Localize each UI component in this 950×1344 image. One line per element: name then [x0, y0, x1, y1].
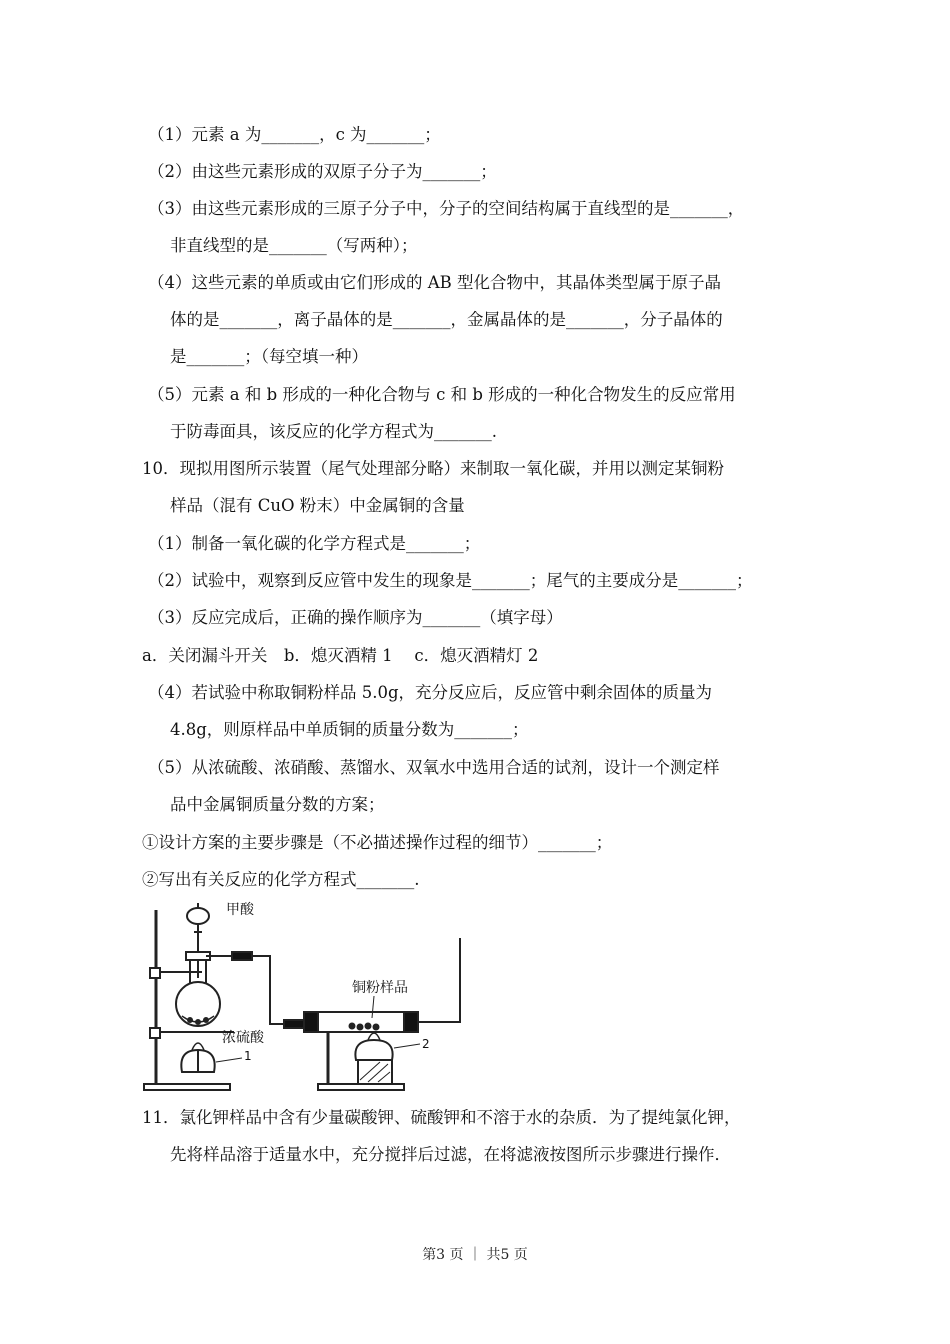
rubber-joint-2 [284, 1020, 304, 1028]
q9-part4-line3: 是_______；（每空填一种） [170, 347, 368, 366]
page-footer: 第3 页 ｜ 共5 页 [422, 1247, 528, 1263]
q10-part5-line2: 品中金属铜质量分数的方案； [170, 795, 385, 814]
q10-step2: ②写出有关反应的化学方程式_______. [142, 870, 420, 889]
q10-part3: （3）反应完成后，正确的操作顺序为_______（填字母） [148, 608, 563, 627]
q10-stem-line1: 10．现拟用图所示装置（尾气处理部分略）来制取一氧化碳，并用以测定某铜粉 [142, 459, 724, 478]
q9-part3-line1: （3）由这些元素形成的三原子分子中，分子的空间结构属于直线型的是_______， [148, 199, 745, 218]
outlet-tube [418, 938, 460, 1022]
q9-part5-line1: （5）元素 a 和 b 形成的一种化合物与 c 和 b 形成的一种化合物发生的反应常用 [148, 385, 736, 404]
q10-part2: （2）试验中，观察到反应管中发生的现象是_______；尾气的主要成分是_______； [148, 571, 753, 590]
q9-part4-line2: 体的是_______，离子晶体的是_______，金属晶体的是_______，分子晶体的 [170, 310, 723, 329]
q10-part5-line1: （5）从浓硫酸、浓硝酸、蒸馏水、双氧水中选用合适的试剂，设计一个测定样 [148, 758, 720, 777]
q10-part1: （1）制备一氧化碳的化学方程式是_______； [148, 534, 481, 553]
q9-part1: （1）元素 a 为_______，c 为_______； [148, 125, 441, 144]
label-copper-sample: 铜粉样品 [352, 980, 408, 996]
apparatus-diagram [142, 900, 472, 1096]
q10-stem-line2: 样品（混有 CuO 粉末）中金属铜的含量 [170, 496, 465, 515]
q9-part3-line2: 非直线型的是_______（写两种）； [170, 236, 418, 255]
lamp-2 [355, 1040, 392, 1060]
label-sulfuric-acid: 浓硫酸 [222, 1030, 264, 1046]
q9-part5-line2: 于防毒面具，该反应的化学方程式为_______. [170, 422, 497, 441]
funnel-bulb [187, 908, 209, 924]
rubber-joint-1 [232, 952, 252, 960]
label-lamp-1: 1 [244, 1049, 252, 1063]
q10-part4-line1: （4）若试验中称取铜粉样品 5.0g，充分反应后，反应管中剩余固体的质量为 [148, 683, 713, 702]
q11-stem-line1: 11．氯化钾样品中含有少量碳酸钾、硫酸钾和不溶于水的杂质．为了提纯氯化钾， [142, 1108, 741, 1127]
label-formic-acid: 甲酸 [226, 902, 254, 918]
q10-options: a．关闭漏斗开关 b．熄灭酒精 1 c．熄灭酒精灯 2 [142, 646, 539, 665]
q10-step1: ①设计方案的主要步骤是（不必描述操作过程的细节）_______； [142, 833, 613, 852]
stand-base-left [144, 1084, 230, 1090]
q11-stem-line2: 先将样品溶于适量水中，充分搅拌后过滤，在将滤液按图所示步骤进行操作． [170, 1145, 731, 1164]
lamp-block [358, 1060, 392, 1084]
label-lamp-2: 2 [422, 1037, 430, 1051]
q9-part4-line1: （4）这些元素的单质或由它们形成的 AB 型化合物中，其晶体类型属于原子晶 [148, 273, 722, 292]
q9-part2: （2）由这些元素形成的双原子分子为_______； [148, 162, 497, 181]
q10-part4-line2: 4.8g，则原样品中单质铜的质量分数为_______； [170, 720, 529, 739]
